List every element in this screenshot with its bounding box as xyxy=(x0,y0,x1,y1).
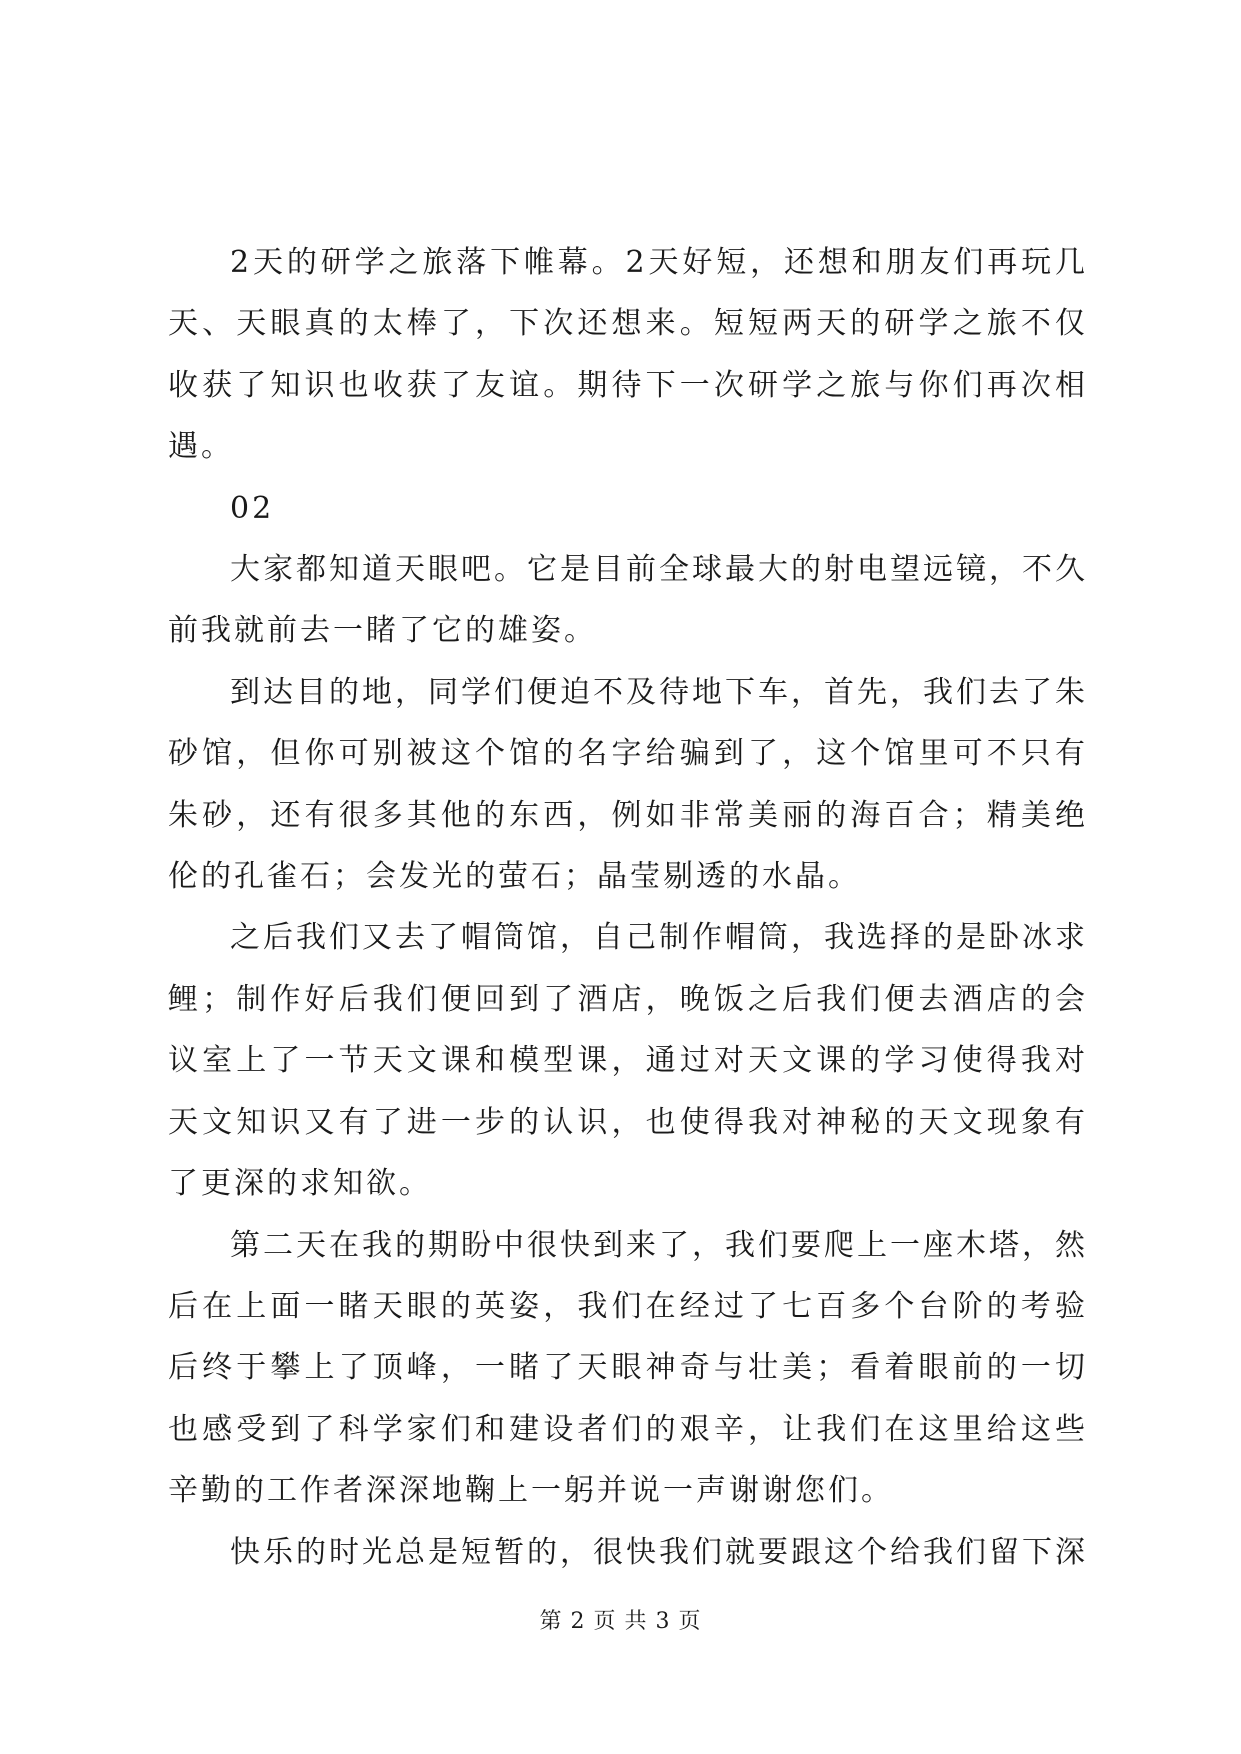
paragraph-second-day: 第二天在我的期盼中很快到来了，我们要爬上一座木塔，然后在上面一睹天眼的英姿，我们在经过了七百多个台阶的考验后终于攀上了顶峰，一睹了天眼神奇与壮美；看着眼前的一切也感受到了科学家们和建设者们的艰辛，让我们在这里给这些辛勤的工作者深深地鞠上一躬并说一声谢谢您们。 xyxy=(168,1227,1088,1509)
paragraph-cinnabar-museum: 到达目的地，同学们便迫不及待地下车，首先，我们去了朱砂馆，但你可别被这个馆的名字给骗到了，这个馆里可不只有朱砂，还有很多其他的东西，例如非常美丽的海百合；精美绝伦的孔雀石；会发光的萤石；晶莹剔透的水晶。 xyxy=(168,674,1088,895)
paragraph-intro-tianyan: 大家都知道天眼吧。它是目前全球最大的射电望远镜，不久前我就前去一睹了它的雄姿。 xyxy=(168,552,1088,649)
page-footer: 第 2 页 共 3 页 xyxy=(539,1609,702,1634)
paragraph-happy-time: 快乐的时光总是短暂的，很快我们就要跟这个给我们留下深 xyxy=(230,1534,1088,1570)
section-number: 02 xyxy=(230,490,275,526)
paragraph-hat-tube-museum: 之后我们又去了帽筒馆，自己制作帽筒，我选择的是卧冰求鲤；制作好后我们便回到了酒店，晚饭之后我们便去酒店的会议室上了一节天文课和模型课，通过对天文课的学习使得我对天文知识又有了进一步的认识，也使得我对神秘的天文现象有了更深的求知欲。 xyxy=(168,920,1088,1202)
paragraph-trip-end: 2天的研学之旅落下帷幕。2天好短，还想和朋友们再玩几天、天眼真的太棒了，下次还想来。短短两天的研学之旅不仅收获了知识也收获了友谊。期待下一次研学之旅与你们再次相遇。 xyxy=(168,245,1088,465)
document-body xyxy=(168,232,1088,1583)
